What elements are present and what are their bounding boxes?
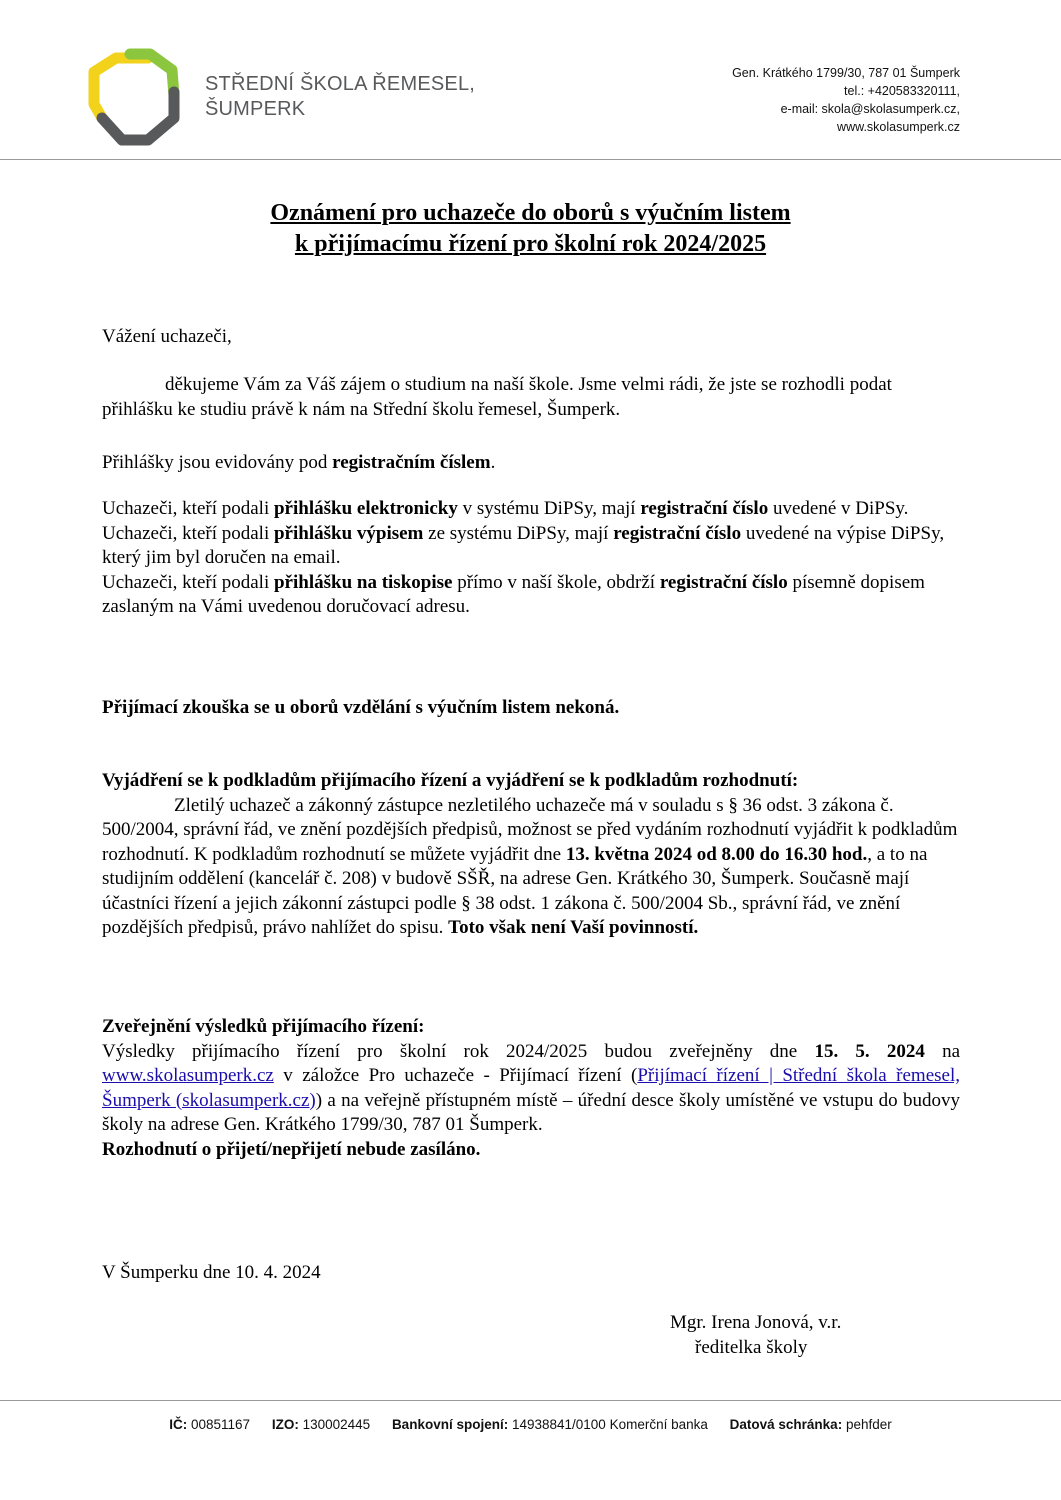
footer-data-box: Datová schránka: pehfder xyxy=(729,1417,892,1432)
school-web[interactable]: www.skolasumperk.cz xyxy=(837,120,960,134)
logo-yellow-segment xyxy=(94,58,148,118)
registration-text: Přihlášky jsou evidovány pod xyxy=(102,452,333,473)
logo-gray-segment xyxy=(102,92,174,140)
header-divider xyxy=(0,159,1061,160)
results-heading: Zveřejnění výsledků přijímacího řízení: xyxy=(102,1016,425,1037)
footer-izo: IZO: 130002445 xyxy=(271,1417,371,1432)
registration-end: . xyxy=(490,452,496,473)
signatory-role: ředitelka školy xyxy=(695,1337,808,1358)
school-logo-icon xyxy=(86,48,182,148)
admission-page-link[interactable]: Přijímací řízení | Střední škola řemesel, Šumperk (skolasumperk.cz) xyxy=(102,1065,961,1111)
results-notice: Rozhodnutí o přijetí/nepřijetí nebude zasíláno. xyxy=(102,1138,481,1160)
footer-divider xyxy=(0,1400,1061,1401)
signatory-name: Mgr. Irena Jonová, v.r. xyxy=(670,1312,842,1333)
intro-paragraph xyxy=(102,373,960,422)
submission-methods xyxy=(102,497,960,620)
results-section xyxy=(102,1015,960,1162)
results-paragraph: Výsledky přijímacího řízení pro školní rok 2024/2025 budou zveřejněny dne 15. 5. 2024 na www.skolasumperk.cz v záložce Pro uchazeče - Přijímací řízení (Přijímací řízení | Střední škola řemesel, Šumperk (skolasumperk.cz)) a na veřejně přístupném místě – úřední desce školy umístěné ve vstupu do budovy školy na adrese Gen. Krátkého 1799/30, 787 01 Šumperk. xyxy=(102,1040,961,1135)
school-name-line2: ŠUMPERK xyxy=(205,98,306,120)
objection-heading: Vyjádření se k podkladům přijímacího řízení a vyjádření se k podkladům rozhodnutí: xyxy=(102,770,799,791)
footer-bank: Bankovní spojení: 14938841/0100 Komerční banka xyxy=(391,1417,708,1432)
school-website-link[interactable]: www.skolasumperk.cz xyxy=(102,1065,274,1086)
school-name xyxy=(205,72,475,122)
school-phone: tel.: +420583320111, xyxy=(844,84,960,98)
signature-block xyxy=(670,1310,841,1360)
method-paper-form: Uchazeči, kteří podali přihlášku na tiskopise přímo v naší škole, obdrží registrační číslo písemně dopisem zaslaným na Vámi uvedenou doručovací adresu. xyxy=(102,571,925,617)
footer xyxy=(0,1417,1061,1432)
method-extract: Uchazeči, kteří podali přihlášku výpisem ze systému DiPSy, mají registrační číslo uvedené na výpise DiPSy, který jim byl doručen na email. xyxy=(102,522,945,568)
school-name-line1: STŘEDNÍ ŠKOLA ŘEMESEL, xyxy=(205,73,476,95)
objection-paragraph: Zletilý uchazeč a zákonný zástupce nezletilého uchazeče má v souladu s § 36 odst. 3 zákona č. 500/2004, správní řád, ve znění pozdějších předpisů, možnost se před vydáním rozhodnutí vyjádřit k podkladům rozhodnutí. K podkladům rozhodnutí se můžete vyjádřit dne 13. května 2024 od 8.00 do 16.30 hod., a to na studijním oddělení (kancelář č. 208) v budově SŠŘ, na adrese Gen. Krátkého 30, Šumperk. Současně mají účastníci řízení a jejich zákonní zástupci podle § 38 odst. 1 zákona č. 500/2004 Sb., správní řád, ve znění pozdějších předpisů, právo nahlížet do spisu. Toto však není Vaší povinností. xyxy=(102,794,958,938)
title-line1: Oznámení pro uchazeče do oborů s výučním listem xyxy=(270,200,791,226)
exam-notice-text: Přijímací zkouška se u oborů vzdělání s výučním listem nekoná. xyxy=(102,697,620,718)
method-electronic: Uchazeči, kteří podali přihlášku elektronicky v systému DiPSy, mají registrační číslo uvedené v DiPSy. xyxy=(102,498,909,519)
school-address: Gen. Krátkého 1799/30, 787 01 Šumperk xyxy=(732,66,960,80)
school-email: e-mail: skola@skolasumperk.cz, xyxy=(780,102,960,116)
exam-notice xyxy=(102,696,960,721)
letterhead xyxy=(0,0,1061,160)
intro-text: děkujeme Vám za Váš zájem o studium na naší škole. Jsme velmi rádi, že jste se rozhodli podat přihlášku ke studiu právě k nám na Střední školu řemesel, Šumperk. xyxy=(102,374,892,420)
registration-bold: registračním číslem xyxy=(332,452,491,473)
document-title xyxy=(0,198,1061,260)
footer-ico: IČ: 00851167 xyxy=(169,1417,251,1432)
title-line2: k přijímacímu řízení pro školní rok 2024/2025 xyxy=(294,231,767,257)
objection-section xyxy=(102,769,960,941)
date-line: V Šumperku dne 10. 4. 2024 xyxy=(102,1262,321,1283)
salutation: Vážení uchazeči, xyxy=(102,326,232,347)
registration-paragraph xyxy=(102,451,960,476)
contact-block xyxy=(732,64,960,136)
